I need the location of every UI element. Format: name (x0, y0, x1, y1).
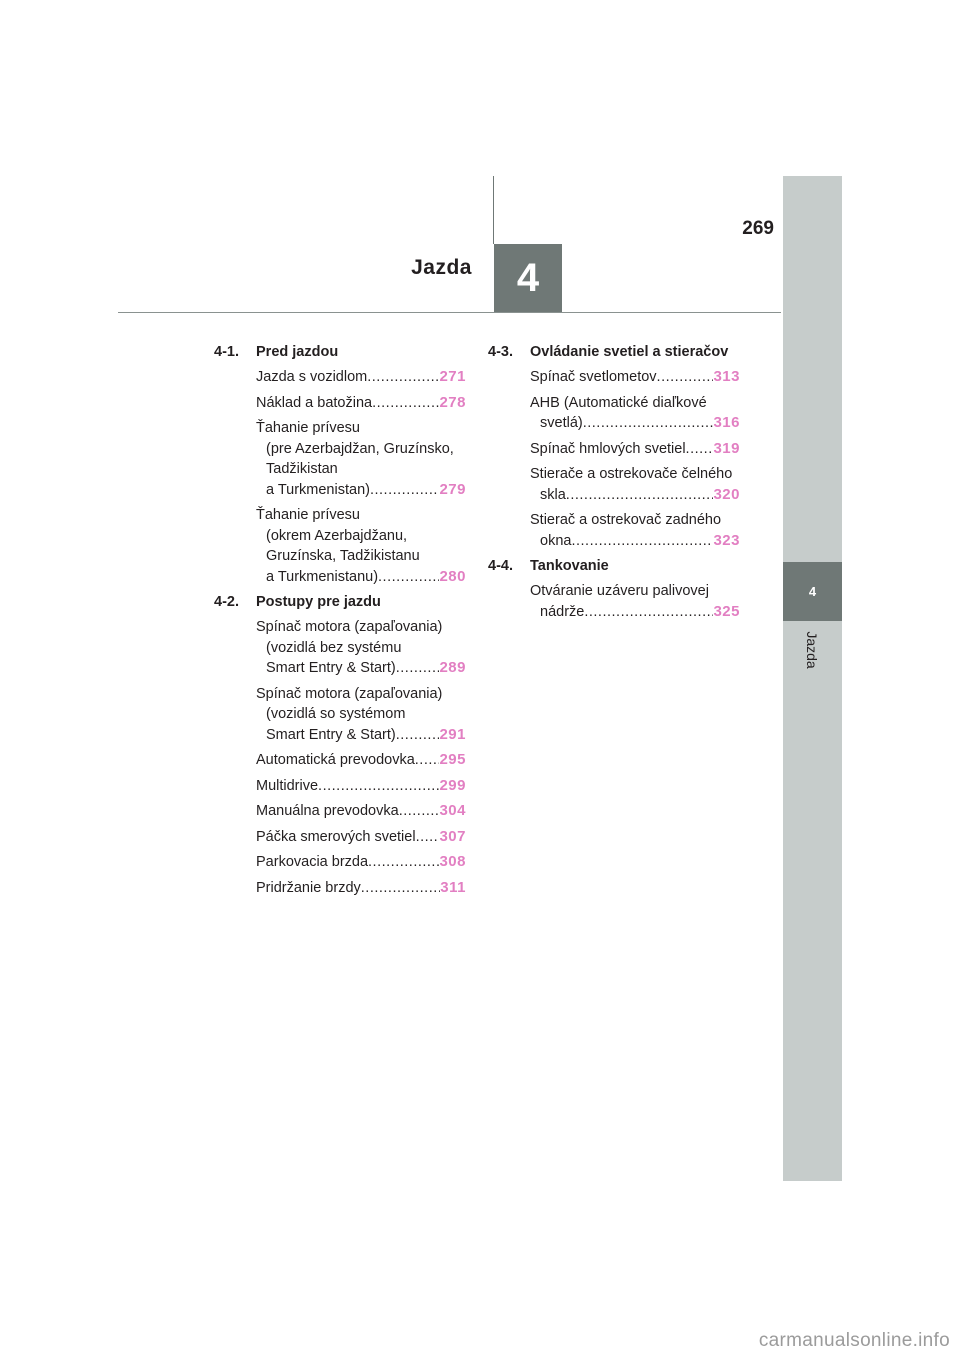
toc-entry-title: Automatická prevodovka (256, 752, 415, 768)
toc-leader-dots (378, 567, 439, 588)
toc-entry[interactable] (256, 852, 466, 873)
toc-section (488, 342, 740, 551)
toc-entry-line: (okrem Azerbajdžanu, (266, 527, 408, 544)
toc-section-heading (488, 556, 740, 576)
toc-entry[interactable] (256, 878, 466, 899)
toc-leader-dots (396, 725, 440, 746)
toc-entry[interactable] (256, 617, 466, 679)
toc-page-link[interactable]: 278 (439, 393, 466, 411)
toc-section-title: Postupy pre jazdu (256, 594, 381, 610)
toc-leader-dots (396, 658, 440, 679)
toc-entry-last-line (530, 602, 740, 623)
side-tab-chapter[interactable]: 4 (783, 562, 842, 621)
toc-page-link[interactable]: 323 (713, 531, 740, 549)
toc-entry-line: (vozidlá so systémom (266, 706, 406, 722)
toc-section-heading (488, 342, 740, 362)
toc-page-link[interactable]: 319 (713, 439, 740, 457)
toc-entry[interactable] (530, 393, 740, 434)
toc-page-link[interactable]: 307 (439, 827, 466, 845)
toc-page-link[interactable]: 271 (439, 368, 466, 385)
toc-leader-dots (571, 531, 713, 552)
toc-page-link[interactable]: 299 (439, 776, 466, 794)
toc-section-title: Tankovanie (530, 558, 609, 574)
toc-left-column (214, 342, 466, 903)
toc-entry[interactable] (256, 418, 466, 500)
toc-entry-line: Stierač a ostrekovač zadného (530, 512, 722, 528)
toc-entry[interactable] (256, 827, 466, 848)
toc-leader-dots (657, 367, 714, 388)
chapter-number-box: 4 (494, 244, 562, 312)
header-vertical-rule (493, 176, 494, 244)
toc-entry-line: Stierače a ostrekovače čelného (530, 466, 733, 482)
toc-page-link[interactable]: 320 (713, 485, 740, 503)
toc-right-column (488, 342, 740, 627)
toc-leader-dots (584, 602, 713, 623)
toc-entry-line: (vozidlá bez systému (266, 639, 402, 656)
toc-leader-dots (416, 827, 440, 848)
toc-entry-line: Smart Entry & Start) (266, 660, 396, 676)
toc-entry-last-line (256, 567, 466, 588)
toc-entry-title: Multidrive (256, 777, 319, 794)
toc-entry-line: AHB (Automatické diaľkové (530, 394, 707, 411)
toc-leader-dots (566, 485, 714, 506)
toc-section-heading (214, 592, 466, 612)
toc-entry-line: svetlá) (540, 415, 583, 431)
toc-section (488, 556, 740, 622)
toc-section-title: Pred jazdou (256, 344, 339, 360)
toc-entry-line: Spínač motora (zapaľovania) (256, 619, 443, 635)
toc-leader-dots (318, 776, 439, 797)
toc-page-link[interactable]: 308 (439, 853, 466, 870)
toc-entry-title: Spínač svetlometov (530, 369, 657, 385)
toc-page-link[interactable]: 289 (439, 659, 466, 676)
toc-section-number: 4-3. (488, 344, 513, 360)
toc-page-link[interactable]: 311 (440, 878, 466, 896)
toc-entry[interactable] (256, 505, 466, 587)
toc-section (214, 342, 466, 587)
toc-section-number: 4-1. (214, 344, 239, 360)
toc-page-link[interactable]: 291 (439, 725, 466, 743)
toc-leader-dots (370, 480, 440, 501)
toc-leader-dots (415, 750, 440, 771)
side-tab-label: Jazda (804, 631, 820, 669)
toc-entry[interactable] (256, 750, 466, 771)
toc-leader-dots (368, 852, 439, 873)
toc-entry-last-line (530, 531, 740, 552)
toc-page-link[interactable]: 279 (439, 480, 466, 498)
toc-entry-line: a Turkmenistan) (266, 481, 370, 498)
toc-entry-line: Ťahanie prívesu (256, 507, 360, 523)
toc-page-link[interactable]: 316 (713, 414, 740, 431)
toc-entry-line: Otváranie uzáveru palivovej (530, 583, 709, 599)
toc-entry-title: Parkovacia brzda (256, 854, 369, 870)
toc-section-number: 4-4. (488, 558, 513, 574)
toc-entry-line: skla (540, 486, 566, 503)
toc-entry-line: (pre Azerbajdžan, Gruzínsko, (266, 440, 454, 457)
toc-page-link[interactable]: 325 (713, 602, 740, 620)
toc-leader-dots (372, 393, 439, 414)
toc-entry[interactable] (530, 367, 740, 388)
toc-entry-line: Tadžikistan (266, 461, 338, 477)
toc-entry[interactable] (256, 684, 466, 746)
toc-entry-last-line (530, 485, 740, 506)
toc-entry-line: Ťahanie prívesu (256, 420, 360, 436)
toc-leader-dots (686, 439, 714, 460)
toc-section-title: Ovládanie svetiel a stieračov (530, 344, 729, 360)
toc-section (214, 592, 466, 898)
toc-entry-line: Gruzínska, Tadžikistanu (266, 548, 420, 564)
toc-entry-title: Spínač hmlových svetiel (530, 440, 686, 457)
toc-entry-title: Páčka smerových svetiel (256, 828, 416, 845)
toc-entry[interactable] (530, 464, 740, 505)
toc-leader-dots (399, 801, 440, 822)
toc-page-link[interactable]: 295 (439, 751, 466, 768)
toc-leader-dots (583, 413, 714, 434)
toc-leader-dots (361, 878, 441, 899)
toc-entry[interactable] (530, 581, 740, 622)
toc-entry-last-line (256, 725, 466, 746)
toc-entry-line: okna (540, 532, 572, 549)
toc-entry[interactable] (256, 393, 466, 414)
toc-page-link[interactable]: 313 (713, 368, 740, 385)
toc-entry-title: Náklad a batožina (256, 394, 373, 411)
toc-entry-line: nádrže (540, 603, 585, 620)
toc-entry[interactable] (256, 776, 466, 797)
toc-section-heading (214, 342, 466, 362)
toc-entry-line: Spínač motora (zapaľovania) (256, 685, 443, 702)
header-horizontal-rule (118, 312, 781, 313)
watermark: carmanualsonline.info (758, 1330, 950, 1351)
toc-entry[interactable] (256, 801, 466, 822)
page-number: 269 (742, 218, 774, 239)
toc-entry-last-line (530, 413, 740, 434)
toc-entry-title: Jazda s vozidlom (256, 369, 368, 385)
toc-page-link[interactable]: 304 (439, 802, 466, 819)
toc-entry-title: Manuálna prevodovka (256, 803, 399, 819)
chapter-title: Jazda (411, 256, 472, 279)
toc-entry-line: Smart Entry & Start) (266, 726, 396, 743)
toc-section-number: 4-2. (214, 594, 239, 610)
toc-entry-last-line (256, 480, 466, 501)
toc-entry[interactable] (530, 439, 740, 460)
toc-entry-last-line (256, 658, 466, 679)
toc-leader-dots (367, 367, 439, 388)
toc-page-link[interactable]: 280 (439, 567, 466, 585)
toc-entry-title: Pridržanie brzdy (256, 879, 361, 896)
toc-entry[interactable] (256, 367, 466, 388)
toc-entry[interactable] (530, 510, 740, 551)
toc-entry-line: a Turkmenistanu) (266, 568, 379, 585)
